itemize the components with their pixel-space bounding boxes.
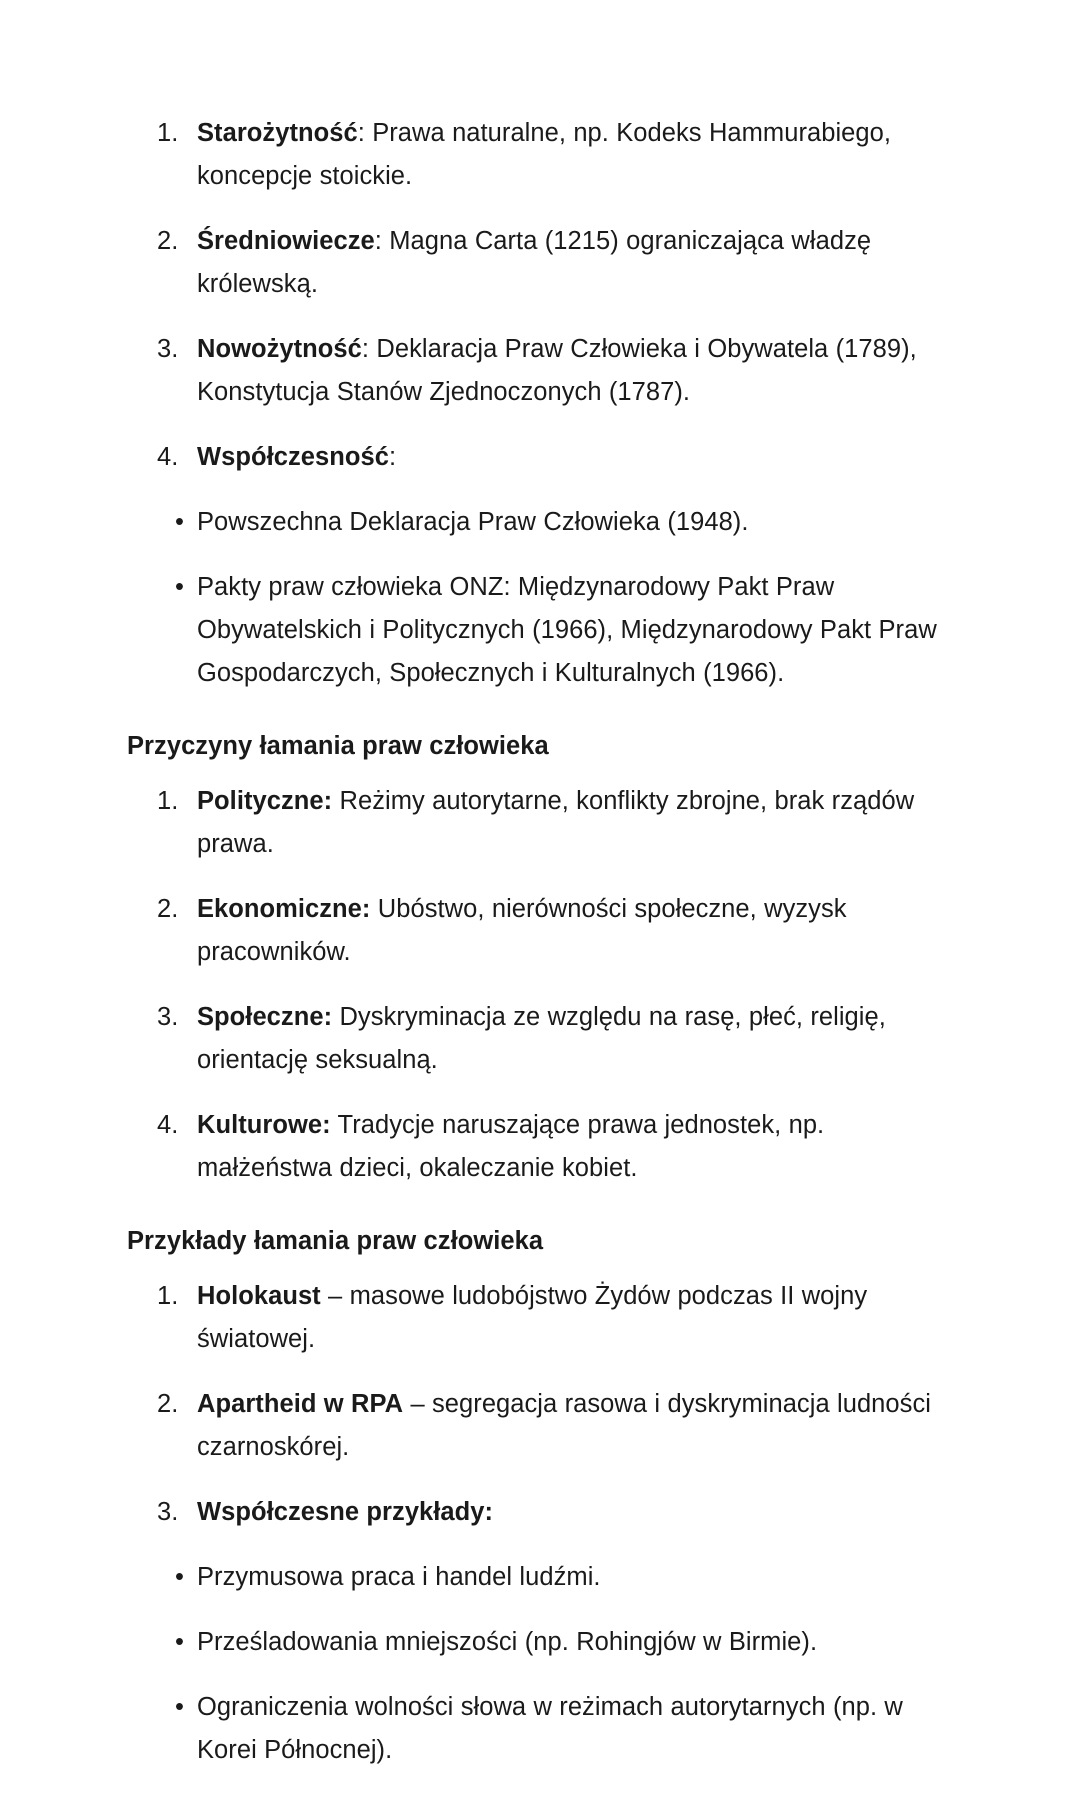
list-item-text: : Prawa naturalne, np. Kodeks Hammurabiego, koncepcje stoickie. [197, 119, 892, 190]
bullet-item-text: Przymusowa praca i handel ludźmi. [197, 1563, 601, 1591]
bullet-marker-icon: • [175, 508, 184, 536]
bullet-marker-icon: • [175, 1628, 184, 1656]
list-marker: 1. [157, 1282, 179, 1310]
list-item [157, 1383, 949, 1469]
bullet-list-item [175, 1621, 949, 1664]
list-item-text: Tradycje naruszające prawa jednostek, np. małżeństwa dzieci, okaleczanie kobiet. [197, 1111, 825, 1182]
list-item-text: Dyskryminacja ze względu na rasę, płeć, religię, orientację seksualną. [197, 1003, 886, 1074]
list-item [157, 220, 949, 306]
list-item [157, 888, 949, 974]
bullet-marker-icon: • [175, 573, 184, 601]
list-item-text: : Magna Carta (1215) ograniczająca władzę królewską. [197, 227, 872, 298]
section-heading-przyczyny: Przyczyny łamania praw człowieka [127, 732, 549, 760]
bullet-list-item [175, 566, 949, 695]
bullet-item-text: Pakty praw człowieka ONZ: Międzynarodowy Pakt Praw Obywatelskich i Politycznych (1966), Międzynarodowy Pakt Praw Gospodarczych, Społecznych i Kulturalnych (1966). [197, 573, 937, 687]
list-item-term: Współczesność [197, 443, 389, 471]
list-item-text: Ubóstwo, nierówności społeczne, wyzysk pracowników. [197, 895, 847, 966]
list-item-term: Ekonomiczne: [197, 895, 371, 923]
bullet-list-item [175, 501, 949, 544]
list-item-term: Holokaust [197, 1282, 321, 1310]
bullet-list-item [175, 1686, 949, 1772]
list-item-term: Średniowiecze [197, 227, 375, 255]
list-marker: 3. [157, 1003, 179, 1031]
list-item-text: Reżimy autorytarne, konflikty zbrojne, brak rządów prawa. [197, 787, 915, 858]
list-item-term: Kulturowe: [197, 1111, 331, 1139]
bullet-item-text: Powszechna Deklaracja Praw Człowieka (1948). [197, 508, 749, 536]
list-item [157, 1491, 949, 1534]
list-item [157, 328, 949, 414]
list-item [157, 996, 949, 1082]
list-item-text: – segregacja rasowa i dyskryminacja ludności czarnoskórej. [197, 1390, 931, 1461]
list-marker: 2. [157, 227, 179, 255]
list-item [157, 1275, 949, 1361]
list-marker: 4. [157, 1111, 179, 1139]
section-przyczyny [127, 725, 949, 1190]
list-item-term: Współczesne przykłady: [197, 1498, 494, 1526]
list-item [157, 112, 949, 198]
bullet-list-item [175, 1556, 949, 1599]
list-item-term: Społeczne: [197, 1003, 333, 1031]
bullet-marker-icon: • [175, 1563, 184, 1591]
list-item-text: : Deklaracja Praw Człowieka i Obywatela (1789), Konstytucja Stanów Zjednoczonych (1787). [197, 335, 917, 406]
list-marker: 3. [157, 1498, 179, 1526]
list-marker: 2. [157, 895, 179, 923]
section-heading-przyklady: Przykłady łamania praw człowieka [127, 1227, 544, 1255]
bullet-item-text: Prześladowania mniejszości (np. Rohingjów w Birmie). [197, 1628, 818, 1656]
section-przyklady [127, 1220, 949, 1772]
section-historia [127, 112, 949, 695]
list-marker: 1. [157, 119, 179, 147]
list-item-text: : [388, 443, 397, 471]
list-item [157, 780, 949, 866]
list-item [157, 436, 949, 479]
document-body [127, 112, 949, 1794]
list-item-term: Polityczne: [197, 787, 333, 815]
list-item-term: Nowożytność [197, 335, 362, 363]
list-item-term: Starożytność [197, 119, 358, 147]
list-marker: 2. [157, 1390, 179, 1418]
list-marker: 4. [157, 443, 179, 471]
list-item [157, 1104, 949, 1190]
list-marker: 1. [157, 787, 179, 815]
list-item-term: Apartheid w RPA [197, 1390, 404, 1418]
list-marker: 3. [157, 335, 179, 363]
bullet-marker-icon: • [175, 1693, 184, 1721]
bullet-item-text: Ograniczenia wolności słowa w reżimach autorytarnych (np. w Korei Północnej). [197, 1693, 903, 1764]
list-item-text: – masowe ludobójstwo Żydów podczas II wojny światowej. [197, 1282, 868, 1353]
